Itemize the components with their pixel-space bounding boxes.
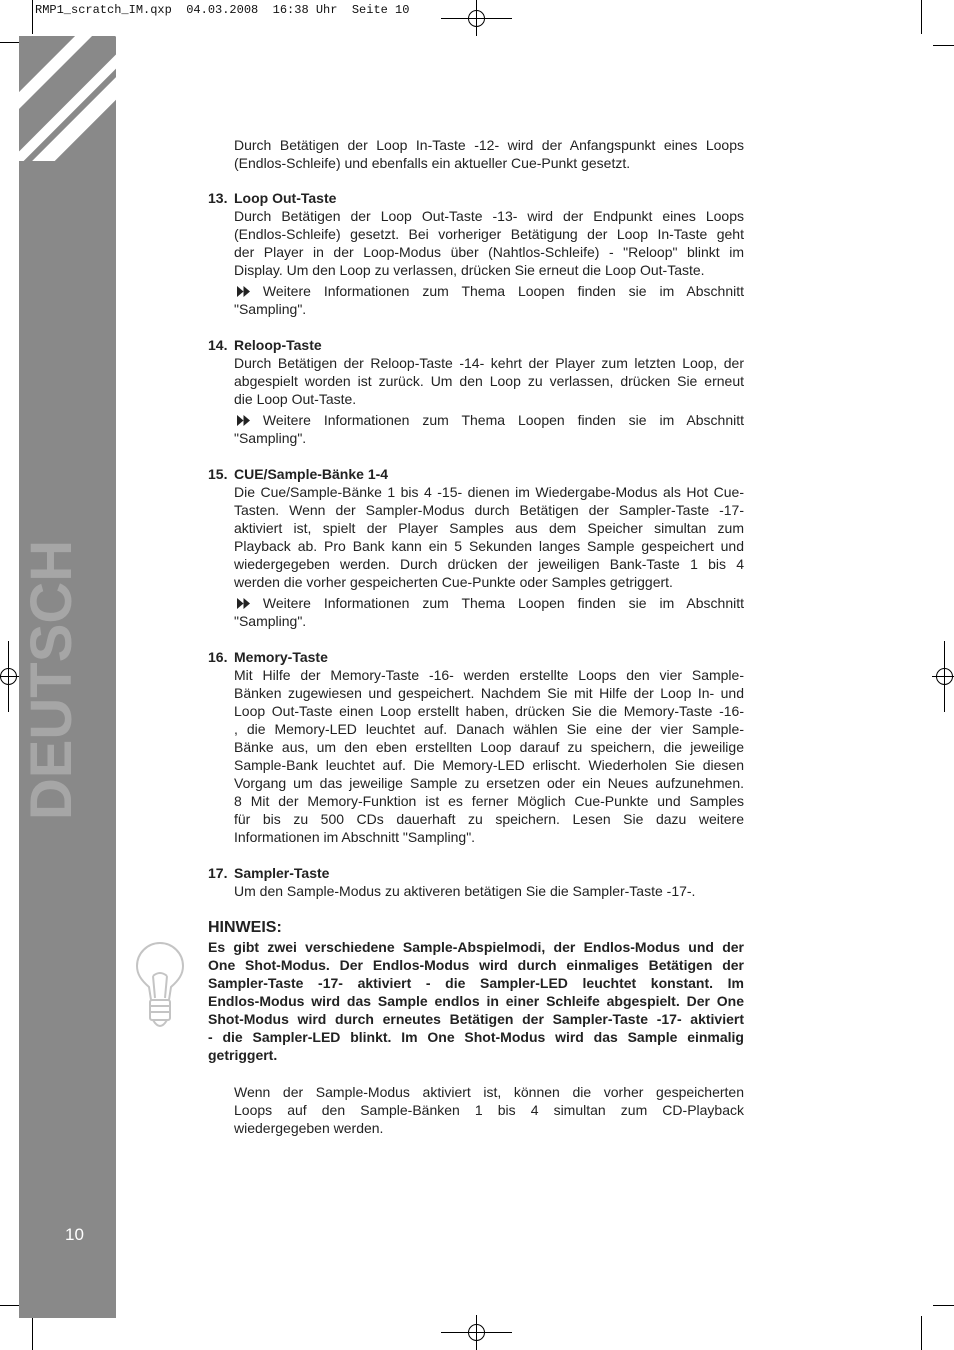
section-reloop-taste bbox=[208, 336, 744, 447]
note-line bbox=[234, 411, 744, 429]
fast-forward-icon bbox=[237, 286, 250, 297]
sidebar bbox=[19, 36, 116, 1318]
text-line: Loop Out-Taste einen Loop erstellt haben, drücken Sie die Memory-Taste -16- bbox=[234, 703, 744, 719]
note bbox=[234, 594, 744, 630]
text-line: Durch Betätigen der Loop Out-Taste -13- wird der Endpunkt eines Loops bbox=[234, 208, 744, 224]
note-line: "Sampling". bbox=[234, 301, 307, 317]
section-body bbox=[234, 207, 744, 279]
text-line: Tasten. Wenn der Sampler-Modus durch Betätigen der Sampler-Taste -17- bbox=[234, 502, 744, 518]
text-line: Um den Sample-Modus zu aktiveren betätigen Sie die Sampler-Taste -17-. bbox=[234, 883, 696, 899]
text-line: Durch Betätigen der Loop In-Taste -12- wird der Anfangspunkt eines Loops bbox=[234, 137, 744, 153]
section-heading bbox=[208, 465, 744, 483]
note-line: "Sampling". bbox=[234, 430, 307, 446]
text-line: 8 Mit der Memory-Funktion ist es ferner Möglich Cue-Punkte und Samples bbox=[234, 793, 744, 809]
section-heading bbox=[208, 648, 744, 666]
print-slug: RMP1_scratch_IM.qxp 04.03.2008 16:38 Uhr Seite 10 bbox=[35, 3, 410, 17]
text-line: (Endlos-Schleife) gesetzt. Bei vorheriger Betätigung der Loop In-Taste geht bbox=[234, 226, 744, 242]
text-line: aktiviert ist, spielt der Player Samples aus dem Speicher simultan zum bbox=[234, 520, 744, 536]
registration-mark-right bbox=[932, 641, 954, 712]
text-line: , die Memory-LED leuchtet auf. Danach wählen Sie eine der vier Sample- bbox=[234, 721, 744, 737]
text-line: Shot-Modus wird durch erneutes Betätigen der Sampler-Taste -17- aktiviert bbox=[208, 1011, 744, 1027]
fast-forward-icon bbox=[237, 415, 250, 426]
text-line: die Loop Out-Taste. bbox=[234, 391, 357, 407]
text-line: Loops auf den Sample-Bänken 1 bis 4 simultan zum CD-Playback bbox=[234, 1102, 744, 1118]
section-memory-taste bbox=[208, 648, 744, 846]
section-heading bbox=[208, 189, 744, 207]
text-line: One Shot-Modus. Der Endlos-Modus wird durch einmaliges Betätigen der bbox=[208, 957, 744, 973]
text-line: Bänken zugewiesen und gespeichert. Nachdem Sie mit Hilfe der Loop In- und bbox=[234, 685, 744, 701]
section-number: 13. bbox=[208, 190, 228, 206]
text-line: Bänke aus, um den eben erstellten Loop darauf zu speichern, die jeweilige bbox=[234, 739, 744, 755]
corner-crop-mark-top-right bbox=[922, 0, 954, 46]
section-title: CUE/Sample-Bänke 1-4 bbox=[234, 466, 389, 482]
section-body bbox=[234, 882, 744, 900]
section-number: 16. bbox=[208, 649, 228, 665]
note-line bbox=[234, 282, 744, 300]
section-title: Memory-Taste bbox=[234, 649, 328, 665]
intro-paragraph bbox=[234, 136, 744, 172]
section-heading bbox=[208, 864, 744, 882]
section-body bbox=[234, 666, 744, 846]
text-line: für bis zu 500 CDs dauerhaft zu speichern. Lesen Sie dazu weitere bbox=[234, 811, 744, 827]
closing-paragraph bbox=[234, 1083, 744, 1137]
text-line: - die Sampler-LED blinkt. Im One Shot-Modus wird das Sample einmalig bbox=[208, 1029, 744, 1045]
light-bulb-icon bbox=[134, 940, 186, 1032]
text-line: Die Cue/Sample-Bänke 1 bis 4 -15- dienen im Wiedergabe-Modus als Hot Cue- bbox=[234, 484, 744, 500]
corner-crop-mark-bottom-right bbox=[922, 1306, 954, 1350]
text-line: Vorgang um das jeweilige Sample zu ersetzen oder ein Neues aufzunehmen. bbox=[234, 775, 744, 791]
text-line: Durch Betätigen der Reloop-Taste -14- kehrt der Player zum letzten Loop, der bbox=[234, 355, 744, 371]
text-line: Display. Um den Loop zu verlassen, drücken Sie erneut die Loop Out-Taste. bbox=[234, 262, 705, 278]
text-line: der Player in der Loop-Modus über (Nahtlos-Schleife) - "Reloop" blinkt im bbox=[234, 244, 744, 260]
note-text: Weitere Informationen zum Thema Loopen finden sie im Abschnitt bbox=[262, 412, 744, 428]
note-line: "Sampling". bbox=[234, 613, 307, 629]
registration-mark-top bbox=[441, 0, 512, 36]
text-line: Sampler-Taste -17- aktiviert - die Sampler-LED leuchtet konstant. Im bbox=[208, 975, 744, 991]
note-text: Weitere Informationen zum Thema Loopen finden sie im Abschnitt bbox=[262, 595, 744, 611]
registration-mark-bottom bbox=[441, 1315, 512, 1350]
text-line: getriggert. bbox=[208, 1047, 278, 1063]
hinweis-title: HINWEIS: bbox=[208, 919, 282, 936]
hinweis-block bbox=[208, 918, 744, 1064]
text-line: wiedergegeben werden. bbox=[234, 1120, 384, 1136]
hinweis-body bbox=[208, 938, 744, 1064]
section-heading bbox=[208, 336, 744, 354]
brand-logo bbox=[19, 36, 116, 161]
note bbox=[234, 282, 744, 318]
text-line: Informationen im Abschnitt "Sampling". bbox=[234, 829, 476, 845]
section-title: Loop Out-Taste bbox=[234, 190, 337, 206]
language-label: DEUTSCH bbox=[19, 539, 84, 821]
text-line: Sample-Bank leuchtet auf. Die Memory-LED erlischt. Wiederholen Sie diesen bbox=[234, 757, 744, 773]
text-line: Endlos-Modus wird das Sample endlos in einer Schleife abgespielt. Der One bbox=[208, 993, 744, 1009]
text-line: Playback ab. Pro Bank kann ein 5 Sekunden langes Sample gespeichert und bbox=[234, 538, 744, 554]
section-title: Sampler-Taste bbox=[234, 865, 330, 881]
section-number: 14. bbox=[208, 337, 228, 353]
section-title: Reloop-Taste bbox=[234, 337, 322, 353]
note-line bbox=[234, 594, 744, 612]
section-body bbox=[234, 483, 744, 591]
section-number: 15. bbox=[208, 466, 228, 482]
page-number: 10 bbox=[65, 1225, 84, 1244]
text-line: Es gibt zwei verschiedene Sample-Abspielmodi, der Endlos-Modus und der bbox=[208, 939, 744, 955]
section-sampler-taste bbox=[208, 864, 744, 900]
text-line: wiedergegeben werden. Durch drücken der jeweiligen Bank-Taste 1 bis 4 bbox=[234, 556, 744, 572]
section-body bbox=[234, 354, 744, 408]
text-line: (Endlos-Schleife) und ebenfalls ein aktueller Cue-Punkt gesetzt. bbox=[234, 155, 631, 171]
text-line: abgespielt worden ist zurück. Um den Loop zu verlassen, drücken Sie erneut bbox=[234, 373, 744, 389]
fast-forward-icon bbox=[237, 598, 250, 609]
text-line: Mit Hilfe der Memory-Taste -16- werden erstellte Loops den vier Sample- bbox=[234, 667, 744, 683]
note-text: Weitere Informationen zum Thema Loopen finden sie im Abschnitt bbox=[262, 283, 744, 299]
section-number: 17. bbox=[208, 865, 228, 881]
section-loop-out-taste bbox=[208, 189, 744, 318]
text-line: Wenn der Sample-Modus aktiviert ist, können die vorher gespeicherten bbox=[234, 1084, 744, 1100]
section-cue-sample-banks bbox=[208, 465, 744, 630]
text-line: werden die vorher gespeicherten Cue-Punkte oder Samples getriggert. bbox=[234, 574, 673, 590]
note bbox=[234, 411, 744, 447]
